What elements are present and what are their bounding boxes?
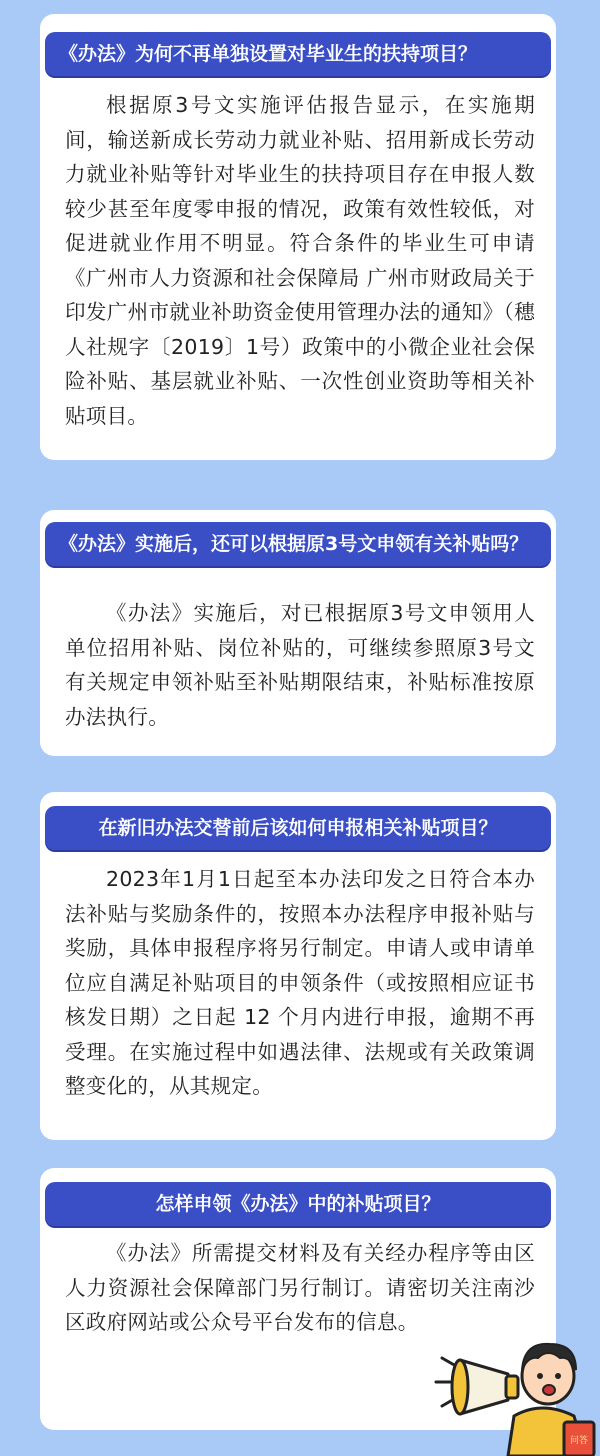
answer-text-2: 《办法》实施后，对已根据原3号文申领用人单位招用补贴、岗位补贴的，可继续参照原3号文有关规定申领补贴至补贴期限结束，补贴标准按原办法执行。	[65, 601, 535, 729]
question-bar-2: 《办法》实施后，还可以根据原3号文申领有关补贴吗？	[45, 522, 551, 566]
question-bar-4: 怎样申领《办法》中的补贴项目？	[45, 1182, 551, 1226]
answer-text-4: 《办法》所需提交材料及有关经办程序等由区人力资源社会保障部门另行制订。请密切关注南沙区政府网站或公众号平台发布的信息。	[65, 1241, 535, 1334]
question-bar-3: 在新旧办法交替前后该如何申报相关补贴项目？	[45, 806, 551, 850]
answer-text-3: 2023年1月1日起至本办法印发之日符合本办法补贴与奖励条件的，按照本办法程序申报补贴与奖励，具体申报程序将另行制定。申请人或申请单位应自满足补贴项目的申领条件（或按照相应证书核发日期）之日起 12 个月内进行申报，逾期不再受理。在实施过程中如遇法律、法规或有关政策调整变化的，从其规定。	[65, 867, 535, 1098]
answer-text-1: 根据原3号文实施评估报告显示，在实施期间，输送新成长劳动力就业补贴、招用新成长劳动力就业补贴等针对毕业生的扶持项目存在申报人数较少甚至年度零申报的情况，政策有效性较低，对促进就业作用不明显。符合条件的毕业生可申请《广州市人力资源和社会保障局 广州市财政局关于印发广州市就业补助资金使用管理办法的通知》（穗人社规字〔2019〕1号）政策中的小微企业社会保险补贴、基层就业补贴、一次性创业资助等相关补贴项目。	[65, 93, 535, 428]
book-label: 问答	[569, 1436, 589, 1446]
megaphone-mascot-illustration	[430, 1330, 600, 1456]
question-bar-1: 《办法》为何不再单独设置对毕业生的扶持项目？	[45, 32, 551, 76]
megaphone-icon	[452, 1360, 518, 1414]
